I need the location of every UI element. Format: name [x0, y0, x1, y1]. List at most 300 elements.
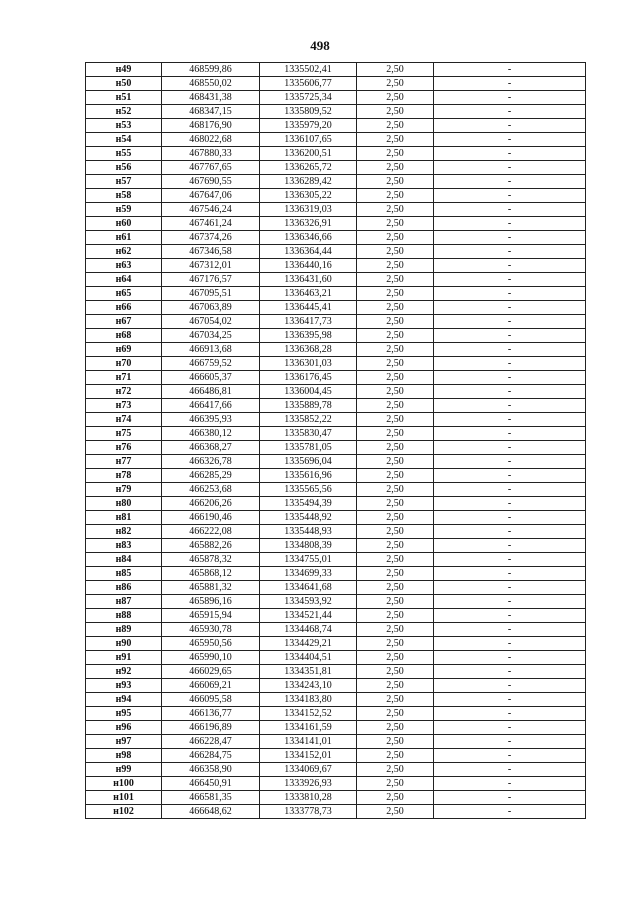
table-row	[86, 623, 586, 637]
description-cell: -	[434, 91, 586, 105]
table-row	[86, 91, 586, 105]
y-coordinate-cell: 1335809,52	[260, 105, 357, 119]
accuracy-cell: 2,50	[357, 497, 434, 511]
description-cell: -	[434, 105, 586, 119]
table-row	[86, 357, 586, 371]
x-coordinate-cell: 468599,86	[162, 63, 260, 77]
point-id-cell: н74	[86, 413, 162, 427]
accuracy-cell: 2,50	[357, 707, 434, 721]
accuracy-cell: 2,50	[357, 511, 434, 525]
y-coordinate-cell: 1336301,03	[260, 357, 357, 371]
point-id-cell: н54	[86, 133, 162, 147]
accuracy-cell: 2,50	[357, 427, 434, 441]
x-coordinate-cell: 466605,37	[162, 371, 260, 385]
point-id-cell: н91	[86, 651, 162, 665]
accuracy-cell: 2,50	[357, 637, 434, 651]
x-coordinate-cell: 466029,65	[162, 665, 260, 679]
y-coordinate-cell: 1335781,05	[260, 441, 357, 455]
accuracy-cell: 2,50	[357, 245, 434, 259]
y-coordinate-cell: 1335830,47	[260, 427, 357, 441]
table-row	[86, 175, 586, 189]
x-coordinate-cell: 466196,89	[162, 721, 260, 735]
description-cell: -	[434, 245, 586, 259]
y-coordinate-cell: 1334641,68	[260, 581, 357, 595]
description-cell: -	[434, 329, 586, 343]
accuracy-cell: 2,50	[357, 189, 434, 203]
point-id-cell: н75	[86, 427, 162, 441]
accuracy-cell: 2,50	[357, 567, 434, 581]
table-row	[86, 735, 586, 749]
point-id-cell: н101	[86, 791, 162, 805]
table-row	[86, 455, 586, 469]
y-coordinate-cell: 1335448,92	[260, 511, 357, 525]
point-id-cell: н102	[86, 805, 162, 819]
y-coordinate-cell: 1333778,73	[260, 805, 357, 819]
point-id-cell: н49	[86, 63, 162, 77]
y-coordinate-cell: 1334404,51	[260, 651, 357, 665]
y-coordinate-cell: 1335852,22	[260, 413, 357, 427]
accuracy-cell: 2,50	[357, 385, 434, 399]
x-coordinate-cell: 466368,27	[162, 441, 260, 455]
y-coordinate-cell: 1336107,65	[260, 133, 357, 147]
y-coordinate-cell: 1334152,01	[260, 749, 357, 763]
x-coordinate-cell: 466253,68	[162, 483, 260, 497]
description-cell: -	[434, 679, 586, 693]
x-coordinate-cell: 466285,29	[162, 469, 260, 483]
y-coordinate-cell: 1334069,67	[260, 763, 357, 777]
point-id-cell: н64	[86, 273, 162, 287]
x-coordinate-cell: 466913,68	[162, 343, 260, 357]
point-id-cell: н83	[86, 539, 162, 553]
description-cell: -	[434, 777, 586, 791]
x-coordinate-cell: 466222,08	[162, 525, 260, 539]
x-coordinate-cell: 467176,57	[162, 273, 260, 287]
y-coordinate-cell: 1336346,66	[260, 231, 357, 245]
description-cell: -	[434, 665, 586, 679]
y-coordinate-cell: 1335448,93	[260, 525, 357, 539]
table-row	[86, 581, 586, 595]
point-id-cell: н95	[86, 707, 162, 721]
description-cell: -	[434, 595, 586, 609]
description-cell: -	[434, 553, 586, 567]
description-cell: -	[434, 623, 586, 637]
table-row	[86, 749, 586, 763]
x-coordinate-cell: 465881,32	[162, 581, 260, 595]
accuracy-cell: 2,50	[357, 287, 434, 301]
x-coordinate-cell: 466581,35	[162, 791, 260, 805]
table-row	[86, 721, 586, 735]
description-cell: -	[434, 371, 586, 385]
accuracy-cell: 2,50	[357, 343, 434, 357]
point-id-cell: н92	[86, 665, 162, 679]
table-row	[86, 315, 586, 329]
y-coordinate-cell: 1336176,45	[260, 371, 357, 385]
page-number: 498	[310, 38, 330, 53]
point-id-cell: н81	[86, 511, 162, 525]
accuracy-cell: 2,50	[357, 455, 434, 469]
point-id-cell: н51	[86, 91, 162, 105]
table-row	[86, 371, 586, 385]
table-row	[86, 637, 586, 651]
description-cell: -	[434, 469, 586, 483]
table-row	[86, 777, 586, 791]
x-coordinate-cell: 466228,47	[162, 735, 260, 749]
point-id-cell: н72	[86, 385, 162, 399]
table-row	[86, 651, 586, 665]
x-coordinate-cell: 467374,26	[162, 231, 260, 245]
point-id-cell: н94	[86, 693, 162, 707]
point-id-cell: н71	[86, 371, 162, 385]
y-coordinate-cell: 1334183,80	[260, 693, 357, 707]
accuracy-cell: 2,50	[357, 329, 434, 343]
x-coordinate-cell: 467063,89	[162, 301, 260, 315]
table-row	[86, 273, 586, 287]
table-row	[86, 595, 586, 609]
point-id-cell: н80	[86, 497, 162, 511]
description-cell: -	[434, 161, 586, 175]
accuracy-cell: 2,50	[357, 721, 434, 735]
accuracy-cell: 2,50	[357, 315, 434, 329]
point-id-cell: н50	[86, 77, 162, 91]
description-cell: -	[434, 147, 586, 161]
description-cell: -	[434, 567, 586, 581]
y-coordinate-cell: 1335565,56	[260, 483, 357, 497]
accuracy-cell: 2,50	[357, 539, 434, 553]
description-cell: -	[434, 119, 586, 133]
table-row	[86, 343, 586, 357]
description-cell: -	[434, 385, 586, 399]
table-row	[86, 483, 586, 497]
y-coordinate-cell: 1334243,10	[260, 679, 357, 693]
point-id-cell: н79	[86, 483, 162, 497]
accuracy-cell: 2,50	[357, 679, 434, 693]
description-cell: -	[434, 133, 586, 147]
table-row	[86, 511, 586, 525]
table-row	[86, 567, 586, 581]
accuracy-cell: 2,50	[357, 77, 434, 91]
y-coordinate-cell: 1335494,39	[260, 497, 357, 511]
y-coordinate-cell: 1336395,98	[260, 329, 357, 343]
description-cell: -	[434, 525, 586, 539]
y-coordinate-cell: 1336431,60	[260, 273, 357, 287]
description-cell: -	[434, 189, 586, 203]
description-cell: -	[434, 735, 586, 749]
table-row	[86, 525, 586, 539]
point-id-cell: н84	[86, 553, 162, 567]
point-id-cell: н77	[86, 455, 162, 469]
x-coordinate-cell: 467312,01	[162, 259, 260, 273]
x-coordinate-cell: 467034,25	[162, 329, 260, 343]
x-coordinate-cell: 465868,12	[162, 567, 260, 581]
x-coordinate-cell: 466095,58	[162, 693, 260, 707]
y-coordinate-cell: 1336417,73	[260, 315, 357, 329]
accuracy-cell: 2,50	[357, 749, 434, 763]
accuracy-cell: 2,50	[357, 483, 434, 497]
x-coordinate-cell: 466358,90	[162, 763, 260, 777]
accuracy-cell: 2,50	[357, 441, 434, 455]
accuracy-cell: 2,50	[357, 399, 434, 413]
y-coordinate-cell: 1333926,93	[260, 777, 357, 791]
point-id-cell: н86	[86, 581, 162, 595]
x-coordinate-cell: 465950,56	[162, 637, 260, 651]
accuracy-cell: 2,50	[357, 301, 434, 315]
x-coordinate-cell: 466486,81	[162, 385, 260, 399]
table-row	[86, 189, 586, 203]
table-row	[86, 553, 586, 567]
y-coordinate-cell: 1336305,22	[260, 189, 357, 203]
accuracy-cell: 2,50	[357, 525, 434, 539]
description-cell: -	[434, 721, 586, 735]
description-cell: -	[434, 637, 586, 651]
description-cell: -	[434, 259, 586, 273]
table-row	[86, 63, 586, 77]
y-coordinate-cell: 1334468,74	[260, 623, 357, 637]
accuracy-cell: 2,50	[357, 791, 434, 805]
description-cell: -	[434, 539, 586, 553]
point-id-cell: н65	[86, 287, 162, 301]
y-coordinate-cell: 1336445,41	[260, 301, 357, 315]
point-id-cell: н78	[86, 469, 162, 483]
table-row	[86, 245, 586, 259]
x-coordinate-cell: 466284,75	[162, 749, 260, 763]
x-coordinate-cell: 467647,06	[162, 189, 260, 203]
y-coordinate-cell: 1335502,41	[260, 63, 357, 77]
accuracy-cell: 2,50	[357, 105, 434, 119]
y-coordinate-cell: 1336319,03	[260, 203, 357, 217]
point-id-cell: н73	[86, 399, 162, 413]
accuracy-cell: 2,50	[357, 119, 434, 133]
y-coordinate-cell: 1335889,78	[260, 399, 357, 413]
y-coordinate-cell: 1334141,01	[260, 735, 357, 749]
x-coordinate-cell: 468176,90	[162, 119, 260, 133]
y-coordinate-cell: 1334351,81	[260, 665, 357, 679]
y-coordinate-cell: 1334161,59	[260, 721, 357, 735]
point-id-cell: н69	[86, 343, 162, 357]
table-row	[86, 497, 586, 511]
accuracy-cell: 2,50	[357, 63, 434, 77]
accuracy-cell: 2,50	[357, 651, 434, 665]
x-coordinate-cell: 465930,78	[162, 623, 260, 637]
accuracy-cell: 2,50	[357, 469, 434, 483]
description-cell: -	[434, 791, 586, 805]
x-coordinate-cell: 465990,10	[162, 651, 260, 665]
accuracy-cell: 2,50	[357, 203, 434, 217]
point-id-cell: н70	[86, 357, 162, 371]
y-coordinate-cell: 1334152,52	[260, 707, 357, 721]
point-id-cell: н56	[86, 161, 162, 175]
description-cell: -	[434, 581, 586, 595]
x-coordinate-cell: 468022,68	[162, 133, 260, 147]
accuracy-cell: 2,50	[357, 693, 434, 707]
point-id-cell: н100	[86, 777, 162, 791]
table-row	[86, 609, 586, 623]
table-row	[86, 259, 586, 273]
table-row	[86, 693, 586, 707]
x-coordinate-cell: 467767,65	[162, 161, 260, 175]
point-id-cell: н62	[86, 245, 162, 259]
table-row	[86, 399, 586, 413]
table-row	[86, 469, 586, 483]
table-row	[86, 385, 586, 399]
y-coordinate-cell: 1334808,39	[260, 539, 357, 553]
point-id-cell: н55	[86, 147, 162, 161]
table-row	[86, 161, 586, 175]
y-coordinate-cell: 1336265,72	[260, 161, 357, 175]
x-coordinate-cell: 466417,66	[162, 399, 260, 413]
accuracy-cell: 2,50	[357, 147, 434, 161]
point-id-cell: н98	[86, 749, 162, 763]
x-coordinate-cell: 466190,46	[162, 511, 260, 525]
table-row	[86, 679, 586, 693]
accuracy-cell: 2,50	[357, 763, 434, 777]
description-cell: -	[434, 315, 586, 329]
description-cell: -	[434, 301, 586, 315]
coordinates-table-body	[86, 63, 586, 819]
accuracy-cell: 2,50	[357, 609, 434, 623]
point-id-cell: н59	[86, 203, 162, 217]
table-row	[86, 287, 586, 301]
y-coordinate-cell: 1334755,01	[260, 553, 357, 567]
x-coordinate-cell: 466450,91	[162, 777, 260, 791]
table-row	[86, 147, 586, 161]
point-id-cell: н76	[86, 441, 162, 455]
table-row	[86, 707, 586, 721]
description-cell: -	[434, 651, 586, 665]
accuracy-cell: 2,50	[357, 735, 434, 749]
x-coordinate-cell: 466380,12	[162, 427, 260, 441]
table-row	[86, 301, 586, 315]
table-row	[86, 329, 586, 343]
table-row	[86, 413, 586, 427]
table-row	[86, 805, 586, 819]
point-id-cell: н57	[86, 175, 162, 189]
accuracy-cell: 2,50	[357, 259, 434, 273]
description-cell: -	[434, 693, 586, 707]
table-row	[86, 763, 586, 777]
accuracy-cell: 2,50	[357, 133, 434, 147]
table-row	[86, 217, 586, 231]
y-coordinate-cell: 1336326,91	[260, 217, 357, 231]
description-cell: -	[434, 273, 586, 287]
x-coordinate-cell: 468347,15	[162, 105, 260, 119]
x-coordinate-cell: 465896,16	[162, 595, 260, 609]
y-coordinate-cell: 1335696,04	[260, 455, 357, 469]
x-coordinate-cell: 465882,26	[162, 539, 260, 553]
x-coordinate-cell: 468431,38	[162, 91, 260, 105]
x-coordinate-cell: 466759,52	[162, 357, 260, 371]
point-id-cell: н97	[86, 735, 162, 749]
point-id-cell: н96	[86, 721, 162, 735]
description-cell: -	[434, 763, 586, 777]
table-row	[86, 427, 586, 441]
y-coordinate-cell: 1333810,28	[260, 791, 357, 805]
point-id-cell: н58	[86, 189, 162, 203]
table-row	[86, 539, 586, 553]
description-cell: -	[434, 441, 586, 455]
description-cell: -	[434, 231, 586, 245]
description-cell: -	[434, 217, 586, 231]
x-coordinate-cell: 466136,77	[162, 707, 260, 721]
description-cell: -	[434, 287, 586, 301]
description-cell: -	[434, 357, 586, 371]
description-cell: -	[434, 455, 586, 469]
description-cell: -	[434, 511, 586, 525]
x-coordinate-cell: 465878,32	[162, 553, 260, 567]
accuracy-cell: 2,50	[357, 357, 434, 371]
point-id-cell: н89	[86, 623, 162, 637]
x-coordinate-cell: 467346,58	[162, 245, 260, 259]
accuracy-cell: 2,50	[357, 161, 434, 175]
x-coordinate-cell: 465915,94	[162, 609, 260, 623]
point-id-cell: н66	[86, 301, 162, 315]
y-coordinate-cell: 1335725,34	[260, 91, 357, 105]
point-id-cell: н90	[86, 637, 162, 651]
x-coordinate-cell: 466648,62	[162, 805, 260, 819]
point-id-cell: н99	[86, 763, 162, 777]
x-coordinate-cell: 467546,24	[162, 203, 260, 217]
description-cell: -	[434, 749, 586, 763]
accuracy-cell: 2,50	[357, 175, 434, 189]
point-id-cell: н67	[86, 315, 162, 329]
accuracy-cell: 2,50	[357, 581, 434, 595]
accuracy-cell: 2,50	[357, 91, 434, 105]
description-cell: -	[434, 609, 586, 623]
table-row	[86, 105, 586, 119]
x-coordinate-cell: 466206,26	[162, 497, 260, 511]
description-cell: -	[434, 805, 586, 819]
accuracy-cell: 2,50	[357, 595, 434, 609]
point-id-cell: н93	[86, 679, 162, 693]
y-coordinate-cell: 1336368,28	[260, 343, 357, 357]
y-coordinate-cell: 1334429,21	[260, 637, 357, 651]
y-coordinate-cell: 1335606,77	[260, 77, 357, 91]
y-coordinate-cell: 1336440,16	[260, 259, 357, 273]
description-cell: -	[434, 497, 586, 511]
accuracy-cell: 2,50	[357, 553, 434, 567]
accuracy-cell: 2,50	[357, 665, 434, 679]
accuracy-cell: 2,50	[357, 805, 434, 819]
accuracy-cell: 2,50	[357, 217, 434, 231]
table-row	[86, 231, 586, 245]
description-cell: -	[434, 203, 586, 217]
point-id-cell: н60	[86, 217, 162, 231]
y-coordinate-cell: 1334699,33	[260, 567, 357, 581]
table-row	[86, 441, 586, 455]
point-id-cell: н68	[86, 329, 162, 343]
accuracy-cell: 2,50	[357, 371, 434, 385]
table-row	[86, 119, 586, 133]
accuracy-cell: 2,50	[357, 413, 434, 427]
point-id-cell: н85	[86, 567, 162, 581]
description-cell: -	[434, 175, 586, 189]
y-coordinate-cell: 1336200,51	[260, 147, 357, 161]
x-coordinate-cell: 467095,51	[162, 287, 260, 301]
x-coordinate-cell: 467880,33	[162, 147, 260, 161]
x-coordinate-cell: 468550,02	[162, 77, 260, 91]
description-cell: -	[434, 707, 586, 721]
point-id-cell: н63	[86, 259, 162, 273]
accuracy-cell: 2,50	[357, 231, 434, 245]
point-id-cell: н88	[86, 609, 162, 623]
x-coordinate-cell: 467054,02	[162, 315, 260, 329]
x-coordinate-cell: 466069,21	[162, 679, 260, 693]
y-coordinate-cell: 1334521,44	[260, 609, 357, 623]
point-id-cell: н61	[86, 231, 162, 245]
description-cell: -	[434, 77, 586, 91]
y-coordinate-cell: 1336364,44	[260, 245, 357, 259]
table-row	[86, 203, 586, 217]
table-row	[86, 77, 586, 91]
